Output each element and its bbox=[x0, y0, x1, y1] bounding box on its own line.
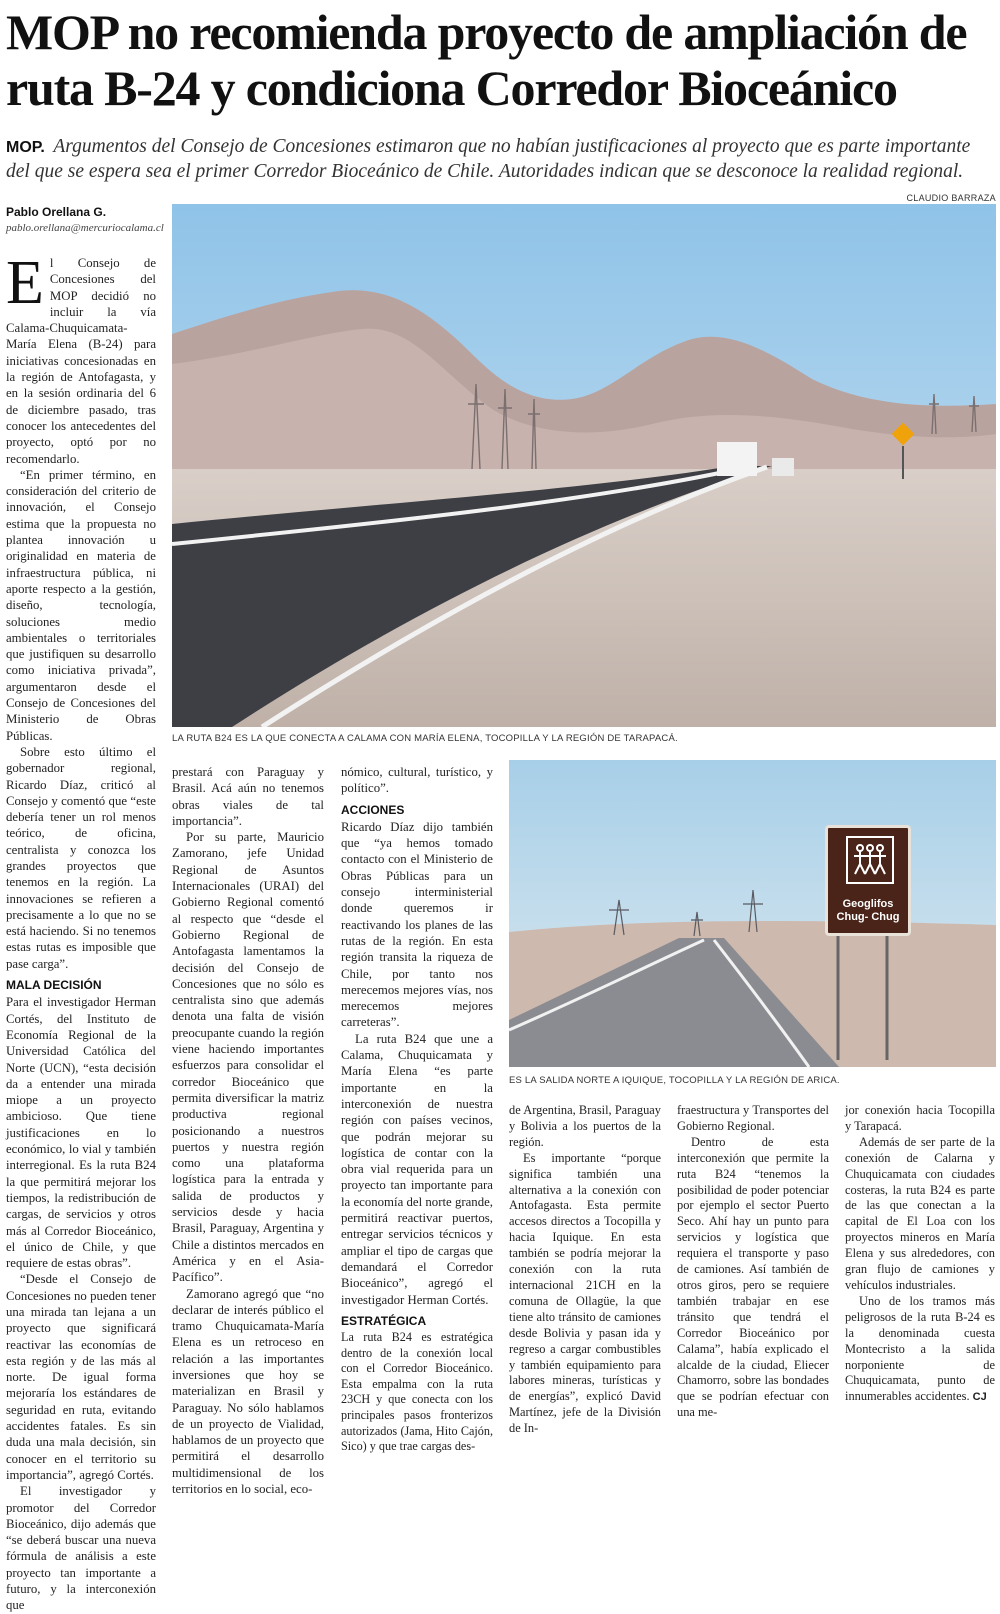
byline-author: Pablo Orellana G. bbox=[6, 205, 107, 219]
col2-paragraph-2: Por su parte, Mauricio Zamorano, jefe Unidad Regional de Asuntos Internacionales (URAI) del Gobierno Regional comentó al respecto que “desde el Gobierno Regional de Antofagasta lamentamos la decisión del Consejo de Concesiones que no sólo es centralista sino que además denota una falta de visión preocupante cuando la región viene haciendo importantes esfuerzos para consolidar el corredor Bioceánico que permita diversificar la matriz productiva regional posicionando a nuestros puertos y nuestra región como una plataforma logística para la entrada y salida de productos y servicios desde y hacia Brasil, Paraguay, Argentina y Chile a distintos mercados en América y en el Asia-Pacífico”. bbox=[172, 830, 324, 1285]
col1-paragraph-1 bbox=[6, 249, 156, 467]
col2-paragraph-3: Zamorano agregó que “no declarar de interés público el tramo Chuquicamata-María Elena es un retroceso en relación a las importantes inversiones que hoy se materializan en Brasil y Paraguay. No sólo hablamos de un proyecto de Vialidad, hablamos de un proyecto que permitirá el desarrollo multidimensional de los territorios en lo social, eco- bbox=[172, 1286, 324, 1497]
sign-text bbox=[828, 898, 908, 924]
col5-paragraph-1: fraestructura y Transportes del Gobierno Regional. bbox=[677, 1103, 829, 1133]
column-2 bbox=[172, 764, 324, 1497]
subhead-text: Argumentos del Consejo de Concesiones estimaron que no habían justificaciones al proyecto que es parte importante del que se espera sea el primer Corredor Bioceánico de Chile. Autoridades indican que se desconoce la realidad regional. bbox=[6, 136, 971, 182]
col6-paragraph-2: Además de ser parte de la conexión de Calarna y Chuquicamata con ciudades costeras, la ruta B24 es parte de las que conectan a la capital de El Loa con los proyectos mineros en María Elena y sus alrededores, con gran flujo de camiones y vehículos industriales. bbox=[845, 1134, 995, 1292]
col6-paragraph-3 bbox=[845, 1294, 995, 1406]
section-heading-estrategica: ESTRATÉGICA bbox=[341, 1313, 427, 1328]
subhead bbox=[6, 135, 994, 184]
byline-email: pablo.orellana@mercuriocalama.cl bbox=[6, 222, 164, 234]
col1-paragraph-5: “Desde el Consejo de Concesiones no pueden tener una mirada tan lejana a un proyecto que significará reactivar las economías de esta región y de las más al norte. De igual forma mejoraría los estándares de seguridad en ruta, evitando accidentes fatales. Es sin duda una mala decisión, sin conocer en el territorio su importancia”, agregó Cortés. bbox=[6, 1272, 156, 1482]
main-photo-image bbox=[172, 204, 996, 727]
col6-p3-text: Uno de los tramos más peligrosos de la ruta B-24 es la denominada cuesta Montecristo a la salida norponiente de Chuquicamata, punto de innumerables accidentes. bbox=[845, 1293, 995, 1404]
geoglyph-icon bbox=[846, 836, 894, 884]
col1-paragraph-6: El investigador y promotor del Corredor Bioceánico, dijo además que “se deberá buscar una nueva fórmula de análisis a este proyecto tan importante a futuro, y la interconexión que bbox=[6, 1484, 156, 1613]
col1-paragraph-2: “En primer término, en consideración del criterio de innovación, el Consejo estima que la propuesta no plantea innovación u originalidad en materia de infraestructura pública, ni aporte respecto a la gestión, diseño, tecnología, soluciones medio ambientales o territoriales que justifiquen su desarrollo como iniciativa privada”, argumentaron desde el Consejo de Concesiones del Ministerio de Obras Públicas. bbox=[6, 467, 156, 743]
dropcap: E bbox=[6, 249, 44, 317]
col5-paragraph-2: Dentro de esta interconexión que permite la ruta B24 “tenemos la posibilidad de poder potenciar por ejemplo el sector Puerto Seco. Ahí hay un punto para servicios y logística que requiera el transporte y paso de camiones. Así también de otros giros, pero se requiere también trabajar en ese tránsito que tendrá el Corredor Bioceánico por Calama”, había explicado el alcalde de la ciudad, Eliecer Chamorro, sobre las bondades que se podrían efectuar con una me- bbox=[677, 1134, 829, 1420]
column-3 bbox=[341, 764, 493, 1455]
col3-paragraph-3: La ruta B24 que une a Calama, Chuquicamata y María Elena “es parte importante en la interconexión de nuestra región con países vecinos, que podrán mejorar su logística de contar con la obra vial requerida para un proyecto tan importante para la economía del norte grande, permitirá reactivar puertos, entregar servicios técnicos y ampliar el tipo de cargas que demandará el Corredor Bioceánico”, agregó el investigador Herman Cortés. bbox=[341, 1031, 493, 1307]
second-photo bbox=[509, 760, 996, 1067]
column-4 bbox=[509, 1103, 661, 1437]
col3-paragraph-1: nómico, cultural, turístico, y político”. bbox=[341, 765, 493, 796]
geoglifos-sign bbox=[825, 825, 911, 936]
column-1 bbox=[6, 249, 156, 1614]
col1-paragraph-3: Sobre esto último el gobernador regional, Ricardo Díaz, criticó al Consejo y comentó que “este debería tener un rol menos teórico, de oficina, centralista y conozca los grandes proyectos que tenemos en la región. La innovaciones se refieren a precisamente a lo que no se está haciendo. Si no tenemos estas rutas es imposible que pase carga”. bbox=[6, 744, 156, 971]
col1-paragraph-4: Para el investigador Herman Cortés, del Instituto de Economía Regional de la Universidad Católica del Norte (UCN), “esta decisión da a entender una mirada miope a un proyecto ambicioso. Que tiene justificaciones en lo económico, lo vial y también interregional. Es la ruta B24 la que permitirá mejorar los tiempos, la redistribución de cargas, de servicios y otros más al Corredor Bioceánico, el único de Chile, y que requiere de estas obras”. bbox=[6, 995, 156, 1271]
col2-paragraph-1: prestará con Paraguay y Brasil. Acá aún no tenemos obras viales de tal importancia”. bbox=[172, 765, 324, 828]
subhead-kicker: MOP. bbox=[6, 139, 45, 156]
col3-paragraph-4: La ruta B24 es estratégica dentro de la conexión local con el Corredor Bioceánico. Esta empalma con la ruta 23CH y que conecta con los principales pasos fronterizos autorizados (Jama, Hito Cajón, Sico) y que trae cargas des- bbox=[341, 1330, 493, 1454]
end-mark: CJ bbox=[972, 1391, 987, 1404]
sign-line-1: Geoglifos bbox=[842, 898, 894, 910]
col3-paragraph-2: Ricardo Díaz dijo también que “ya hemos tomado contacto con el Ministerio de Obras Públicas para un consejo interministerial donde queremos ir reactivando los planes de las rutas de la región. En esta región transita la riqueza de Chile, por tanto nos merecemos mejores vías, nos merecemos mejores carreteras”. bbox=[341, 819, 493, 1030]
column-5 bbox=[677, 1103, 829, 1421]
col6-paragraph-1: jor conexión hacia Tocopilla y Tarapacá. bbox=[845, 1103, 995, 1133]
photo-credit: CLAUDIO BARRAZA bbox=[906, 193, 996, 203]
byline bbox=[6, 205, 166, 234]
main-photo-caption: LA RUTA B24 ES LA QUE CONECTA A CALAMA CON MARÍA ELENA, TOCOPILLA Y LA REGIÓN DE TARAPACÁ. bbox=[172, 733, 678, 744]
column-6 bbox=[845, 1103, 995, 1406]
sign-line-2: Chug- Chug bbox=[836, 911, 900, 923]
col4-paragraph-1: de Argentina, Brasil, Paraguay y Bolivia a los puertos de la región. bbox=[509, 1103, 661, 1149]
second-photo-image bbox=[509, 760, 996, 1067]
second-photo-caption: ES LA SALIDA NORTE A IQUIQUE, TOCOPILLA Y LA REGIÓN DE ARICA. bbox=[509, 1075, 840, 1086]
section-heading-mala-decision: MALA DECISIÓN bbox=[6, 978, 102, 993]
col4-paragraph-2: Es importante “porque significa también una alternativa a la conexión con Antofagasta. Esta permite accesos directos a Tocopilla y hacia Iquique. En esta también se podría mejorar la conexión con la ruta internacional 21CH en la comuna de Ollagüe, la que tiene alto tránsito de camiones desde Bolivia y pasan ida y regreso a cargar combustibles y también equipamiento para labores mineras, turísticas y de energías”, explicó David Martínez, jefe de la División de In- bbox=[509, 1150, 661, 1436]
section-heading-acciones: ACCIONES bbox=[341, 802, 405, 817]
headline: MOP no recomienda proyecto de ampliación de ruta B-24 y condiciona Corredor Bioceánico bbox=[6, 4, 967, 116]
main-photo bbox=[172, 204, 996, 727]
col1-p1-text: l Consejo de Concesiones del MOP decidió no incluir la vía Calama-Chuquicamata-María Elena (B-24) para iniciativas concesionadas en la región de Antofagasta, y en la sesión ordinaria del 6 de diciembre pasado, tras conocer los antecedentes del proyecto, optó por no recomendarlo. bbox=[6, 256, 156, 466]
